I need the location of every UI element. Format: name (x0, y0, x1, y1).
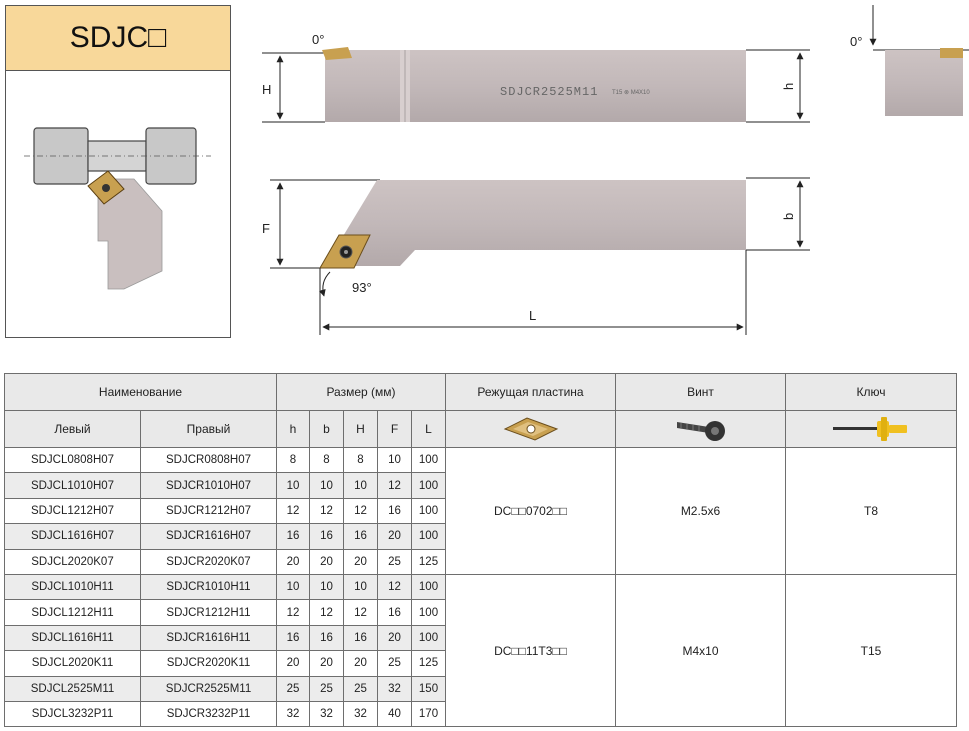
cell-right: SDJCR1010H07 (141, 473, 277, 498)
cell-F: 25 (378, 651, 412, 676)
header-screw: Винт (616, 374, 786, 411)
cell-right: SDJCR1212H11 (141, 600, 277, 625)
subheader-F: F (378, 411, 412, 448)
insert-end (940, 48, 963, 58)
cell-H: 8 (344, 448, 378, 473)
header-size: Размер (мм) (277, 374, 446, 411)
tool-end-face (885, 50, 963, 116)
cell-left: SDJCL0808H07 (5, 448, 141, 473)
table-row (5, 448, 957, 473)
subheader-H: H (344, 411, 378, 448)
cell-L: 100 (412, 498, 446, 523)
cell-b: 20 (310, 549, 344, 574)
insert-grade: DC□□0702□□ (446, 448, 616, 575)
cell-F: 10 (378, 448, 412, 473)
cell-H: 10 (344, 473, 378, 498)
cell-h: 12 (277, 600, 310, 625)
cell-b: 12 (310, 498, 344, 523)
key-size: T15 (786, 574, 957, 726)
insert-icon (503, 415, 559, 443)
cell-b: 20 (310, 651, 344, 676)
cell-b: 32 (310, 701, 344, 726)
label-h: h (781, 82, 796, 90)
label-b: b (781, 212, 796, 220)
insert-side (322, 47, 352, 60)
label-F: F (262, 221, 270, 236)
cell-L: 100 (412, 448, 446, 473)
cell-right: SDJCR2525M11 (141, 676, 277, 701)
cell-left: SDJCL1010H07 (5, 473, 141, 498)
screw-size: M2.5x6 (616, 448, 786, 575)
series-title: SDJC□ (5, 5, 231, 71)
cell-b: 10 (310, 574, 344, 599)
cell-F: 20 (378, 625, 412, 650)
label-H: H (262, 82, 272, 97)
cell-right: SDJCR1616H07 (141, 524, 277, 549)
subheader-right: Правый (141, 411, 277, 448)
subheader-L: L (412, 411, 446, 448)
cell-b: 12 (310, 600, 344, 625)
cell-L: 100 (412, 524, 446, 549)
header-name: Наименование (5, 374, 277, 411)
tool-schematic-thumbnail (5, 71, 231, 338)
cell-left: SDJCL3232P11 (5, 701, 141, 726)
cell-F: 12 (378, 574, 412, 599)
cell-h: 10 (277, 574, 310, 599)
screw-icon (675, 414, 727, 444)
cell-h: 16 (277, 524, 310, 549)
label-L: L (529, 308, 537, 323)
screw-size: M4x10 (616, 574, 786, 726)
cell-b: 16 (310, 625, 344, 650)
cell-h: 20 (277, 549, 310, 574)
cell-left: SDJCL2020K07 (5, 549, 141, 574)
spec-table-body (5, 448, 957, 727)
cell-h: 16 (277, 625, 310, 650)
cell-right: SDJCR2020K11 (141, 651, 277, 676)
cell-H: 16 (344, 625, 378, 650)
workpiece-diagram (6, 71, 230, 336)
cell-L: 100 (412, 625, 446, 650)
angle-label-approach: 93° (352, 280, 372, 295)
torx-key-icon (831, 415, 911, 443)
cell-left: SDJCL2525M11 (5, 676, 141, 701)
cell-H: 12 (344, 600, 378, 625)
engraving-model: SDJCR2525M11 (500, 85, 599, 99)
tool-shank-plan (325, 180, 746, 266)
subheader-b: b (310, 411, 344, 448)
cell-H: 16 (344, 524, 378, 549)
cell-right: SDJCR0808H07 (141, 448, 277, 473)
cell-F: 25 (378, 549, 412, 574)
cell-L: 125 (412, 651, 446, 676)
cell-L: 100 (412, 574, 446, 599)
cell-F: 32 (378, 676, 412, 701)
cell-H: 10 (344, 574, 378, 599)
cell-left: SDJCL2020K11 (5, 651, 141, 676)
cell-h: 32 (277, 701, 310, 726)
cell-L: 125 (412, 549, 446, 574)
technical-drawing (240, 0, 969, 345)
subheader-left: Левый (5, 411, 141, 448)
cell-left: SDJCL1616H11 (5, 625, 141, 650)
cell-L: 100 (412, 473, 446, 498)
cell-h: 25 (277, 676, 310, 701)
cell-h: 10 (277, 473, 310, 498)
subheader-h: h (277, 411, 310, 448)
cell-L: 100 (412, 600, 446, 625)
insert-grade: DC□□11T3□□ (446, 574, 616, 726)
cell-H: 32 (344, 701, 378, 726)
cell-F: 16 (378, 498, 412, 523)
cell-left: SDJCL1212H11 (5, 600, 141, 625)
cell-H: 12 (344, 498, 378, 523)
end-view (850, 5, 969, 116)
key-size: T8 (786, 448, 957, 575)
cell-L: 170 (412, 701, 446, 726)
cell-h: 20 (277, 651, 310, 676)
cell-right: SDJCR3232P11 (141, 701, 277, 726)
cell-L: 150 (412, 676, 446, 701)
angle-label-top-right: 0° (850, 34, 863, 49)
plan-view (262, 178, 810, 335)
engraving-small: T15 ⊗ M4X10 (612, 90, 650, 96)
cell-h: 8 (277, 448, 310, 473)
cell-right: SDJCR1010H11 (141, 574, 277, 599)
table-row (5, 574, 957, 599)
cell-F: 40 (378, 701, 412, 726)
cell-left: SDJCL1616H07 (5, 524, 141, 549)
header-insert: Режущая пластина (446, 374, 616, 411)
cell-left: SDJCL1212H07 (5, 498, 141, 523)
header-key: Ключ (786, 374, 957, 411)
cell-left: SDJCL1010H11 (5, 574, 141, 599)
side-view (262, 32, 810, 122)
cell-right: SDJCR2020K07 (141, 549, 277, 574)
cell-b: 16 (310, 524, 344, 549)
cell-H: 25 (344, 676, 378, 701)
cell-right: SDJCR1616H11 (141, 625, 277, 650)
spec-table (4, 373, 957, 727)
cell-H: 20 (344, 651, 378, 676)
angle-label-top-left: 0° (312, 32, 325, 47)
cell-right: SDJCR1212H07 (141, 498, 277, 523)
cell-b: 10 (310, 473, 344, 498)
cell-F: 16 (378, 600, 412, 625)
cell-b: 25 (310, 676, 344, 701)
cell-F: 12 (378, 473, 412, 498)
cell-F: 20 (378, 524, 412, 549)
cell-b: 8 (310, 448, 344, 473)
cell-H: 20 (344, 549, 378, 574)
cell-h: 12 (277, 498, 310, 523)
